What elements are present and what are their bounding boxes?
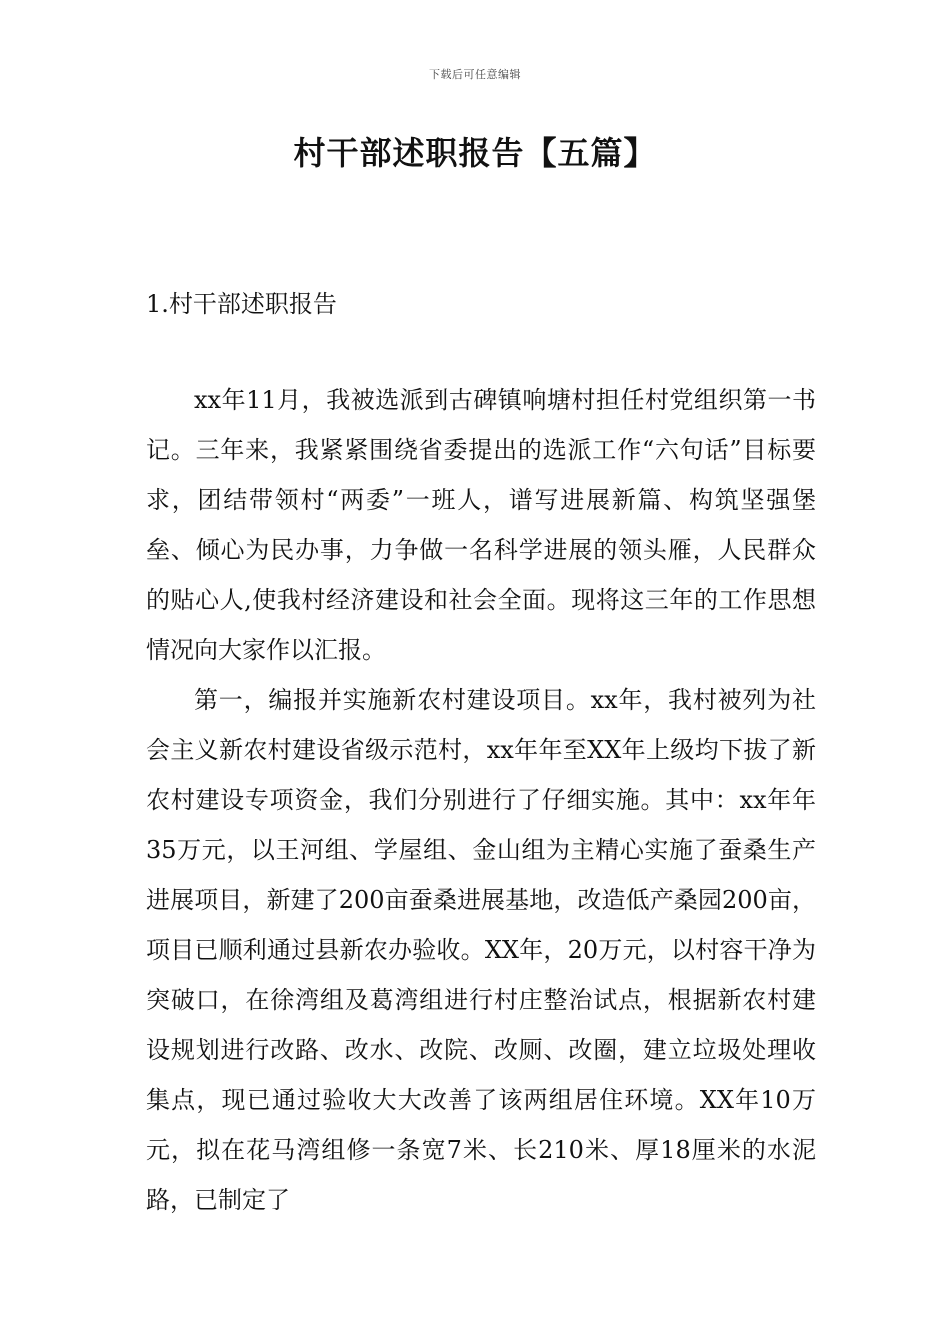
header-note: 下载后可任意编辑 <box>429 68 521 81</box>
body-text <box>146 375 816 1225</box>
document-title: 村干部述职报告【五篇】 <box>293 134 657 172</box>
section-heading: 1.村干部述职报告 <box>146 290 337 318</box>
paragraph-2: 第一，编报并实施新农村建设项目。xx年，我村被列为社会主义新农村建设省级示范村，xx年年至XX年上级均下拔了新农村建设专项资金，我们分别进行了仔细实施。其中：xx年年35万元，以王河组、学屋组、金山组为主精心实施了蚕桑生产进展项目，新建了200亩蚕桑进展基地，改造低产桑园200亩，项目已顺利通过县新农办验收。XX年，20万元，以村容干净为突破口，在徐湾组及葛湾组进行村庄整治试点，根据新农村建设规划进行改路、改水、改院、改厕、改圈，建立垃圾处理收集点，现已通过验收大大改善了该两组居住环境。XX年10万元，拟在花马湾组修一条宽7米、长210米、厚18厘米的水泥路，已制定了 <box>146 686 816 1214</box>
paragraph-1: xx年11月，我被选派到古碑镇响塘村担任村党组织第一书记。三年来，我紧紧围绕省委提出的选派工作“六句话”目标要求，团结带领村“两委”一班人，谱写进展新篇、构筑坚强堡垒、倾心为民办事，力争做一名科学进展的领头雁，人民群众的贴心人,使我村经济建设和社会全面。现将这三年的工作思想情况向大家作以汇报。 <box>146 386 816 664</box>
